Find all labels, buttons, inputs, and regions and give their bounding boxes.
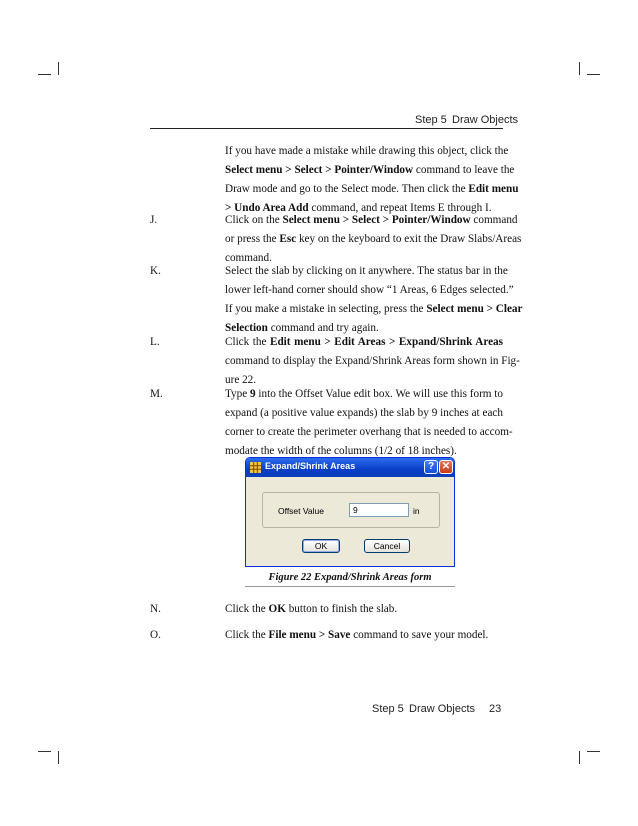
footer-title: Draw Objects — [409, 703, 476, 715]
crop-mark-bottom-left-vertical — [58, 751, 59, 764]
expand-shrink-areas-dialog — [245, 457, 455, 567]
text-line — [225, 404, 503, 423]
paragraph-item-n — [225, 600, 503, 619]
text-line — [225, 161, 515, 180]
paragraph-item-m — [225, 385, 513, 461]
text-run: corner to create the perimeter overhang that is needed to accom- — [225, 426, 513, 438]
crop-mark-top-left-horizontal — [38, 74, 51, 75]
paragraph-item-l — [225, 333, 520, 390]
crop-mark-top-right-vertical — [579, 62, 580, 75]
dialog-title: Expand/Shrink Areas — [265, 461, 356, 471]
figure-caption: Figure 22 Expand/Shrink Areas form — [268, 572, 432, 583]
offset-value-label: Offset Value — [278, 506, 324, 516]
text-run: Draw mode and go to the Select mode. Then click the — [225, 183, 469, 195]
text-run: ure 22. — [225, 374, 257, 386]
paragraph-mistake-note — [225, 142, 519, 218]
header-rule — [150, 128, 503, 129]
bold-text-run: Select menu > Select > Pointer/Window — [282, 214, 471, 226]
dialog-title-bar — [246, 458, 454, 477]
item-label-j: J. — [150, 214, 158, 226]
item-label-m: M. — [150, 388, 163, 400]
text-run: Click the — [225, 629, 269, 641]
text-run: command to leave the — [413, 164, 515, 176]
bold-text-run: 9 — [250, 388, 256, 400]
item-label-n: N. — [150, 603, 161, 615]
bold-text-run: Edit menu > Edit Areas > Expand/Shrink Areas — [270, 336, 503, 348]
paragraph-item-o — [225, 626, 503, 645]
footer-step: Step 5 — [372, 703, 404, 715]
bold-text-run: Select menu > Select > Pointer/Window — [225, 164, 414, 176]
paragraph-item-k — [225, 262, 523, 338]
app-grid-icon — [250, 462, 261, 473]
text-run: expand (a positive value expands) the slab by 9 inches at each — [225, 407, 503, 419]
item-label-k: K. — [150, 265, 161, 277]
crop-mark-bottom-left-horizontal — [38, 751, 51, 752]
bold-text-run: OK — [268, 603, 286, 615]
item-label-l: L. — [150, 336, 160, 348]
bold-text-run: Selection — [225, 322, 268, 334]
bold-text-run: Esc — [279, 233, 297, 245]
close-button[interactable]: ✕ — [439, 460, 453, 474]
text-line — [225, 281, 514, 300]
text-run: Type — [225, 388, 251, 400]
crop-mark-top-right-horizontal — [587, 74, 600, 75]
text-line — [225, 230, 522, 249]
text-run: command to display the Expand/Shrink Areas form shown in Fig- — [225, 355, 520, 367]
text-line — [225, 211, 518, 230]
text-run: modate the width of the columns (1/2 of 18 inches). — [225, 445, 457, 457]
text-line — [225, 423, 513, 442]
bold-text-run: Select menu > Clear — [426, 303, 523, 315]
text-run: command, and repeat Items E through I. — [308, 202, 492, 214]
bold-text-run: > Undo Area Add — [225, 202, 309, 214]
header-title: Draw Objects — [452, 114, 519, 126]
bold-text-run: File menu > Save — [268, 629, 351, 641]
text-line — [225, 300, 523, 319]
text-run: command — [470, 214, 518, 226]
page-number: 23 — [489, 703, 502, 715]
cancel-button[interactable]: Cancel — [364, 539, 410, 553]
text-line — [225, 262, 508, 281]
text-run: command to save your model. — [350, 629, 489, 641]
text-run: lower left-hand corner should show “1 Areas, 6 Edges selected.” — [225, 284, 514, 296]
text-run: or press the — [225, 233, 280, 245]
text-line — [225, 626, 503, 645]
text-run: If you make a mistake in selecting, press the — [225, 303, 427, 315]
item-label-o: O. — [150, 629, 161, 641]
text-run: command and try again. — [267, 322, 379, 334]
ok-button[interactable]: OK — [302, 539, 340, 553]
text-run: into the Offset Value edit box. We will use this form to — [255, 388, 503, 400]
crop-mark-top-left-vertical — [58, 62, 59, 75]
text-run: command. — [225, 252, 272, 264]
text-run: Select the slab by clicking on it anywhere. The status bar in the — [225, 265, 508, 277]
offset-unit-label: in — [413, 506, 420, 516]
text-line — [225, 352, 520, 371]
crop-mark-bottom-right-horizontal — [587, 751, 600, 752]
header-step: Step 5 — [415, 114, 447, 126]
text-line — [225, 142, 509, 161]
text-run: If you have made a mistake while drawing this object, click the — [225, 145, 509, 157]
text-line — [225, 385, 503, 404]
paragraph-item-j — [225, 211, 522, 268]
text-run: Click the — [225, 603, 269, 615]
offset-value-input[interactable]: 9 — [349, 503, 409, 517]
bold-text-run: Edit menu — [468, 183, 519, 195]
crop-mark-bottom-right-vertical — [579, 751, 580, 764]
caption-rule — [245, 586, 455, 587]
text-run: button to finish the slab. — [285, 603, 398, 615]
text-run: Click the — [225, 336, 270, 348]
text-line — [225, 600, 503, 619]
text-run: Click on the — [225, 214, 283, 226]
help-button[interactable]: ? — [424, 460, 438, 474]
text-line — [225, 180, 519, 199]
text-run: key on the keyboard to exit the Draw Slabs/Areas — [296, 233, 522, 245]
text-line — [225, 333, 503, 352]
